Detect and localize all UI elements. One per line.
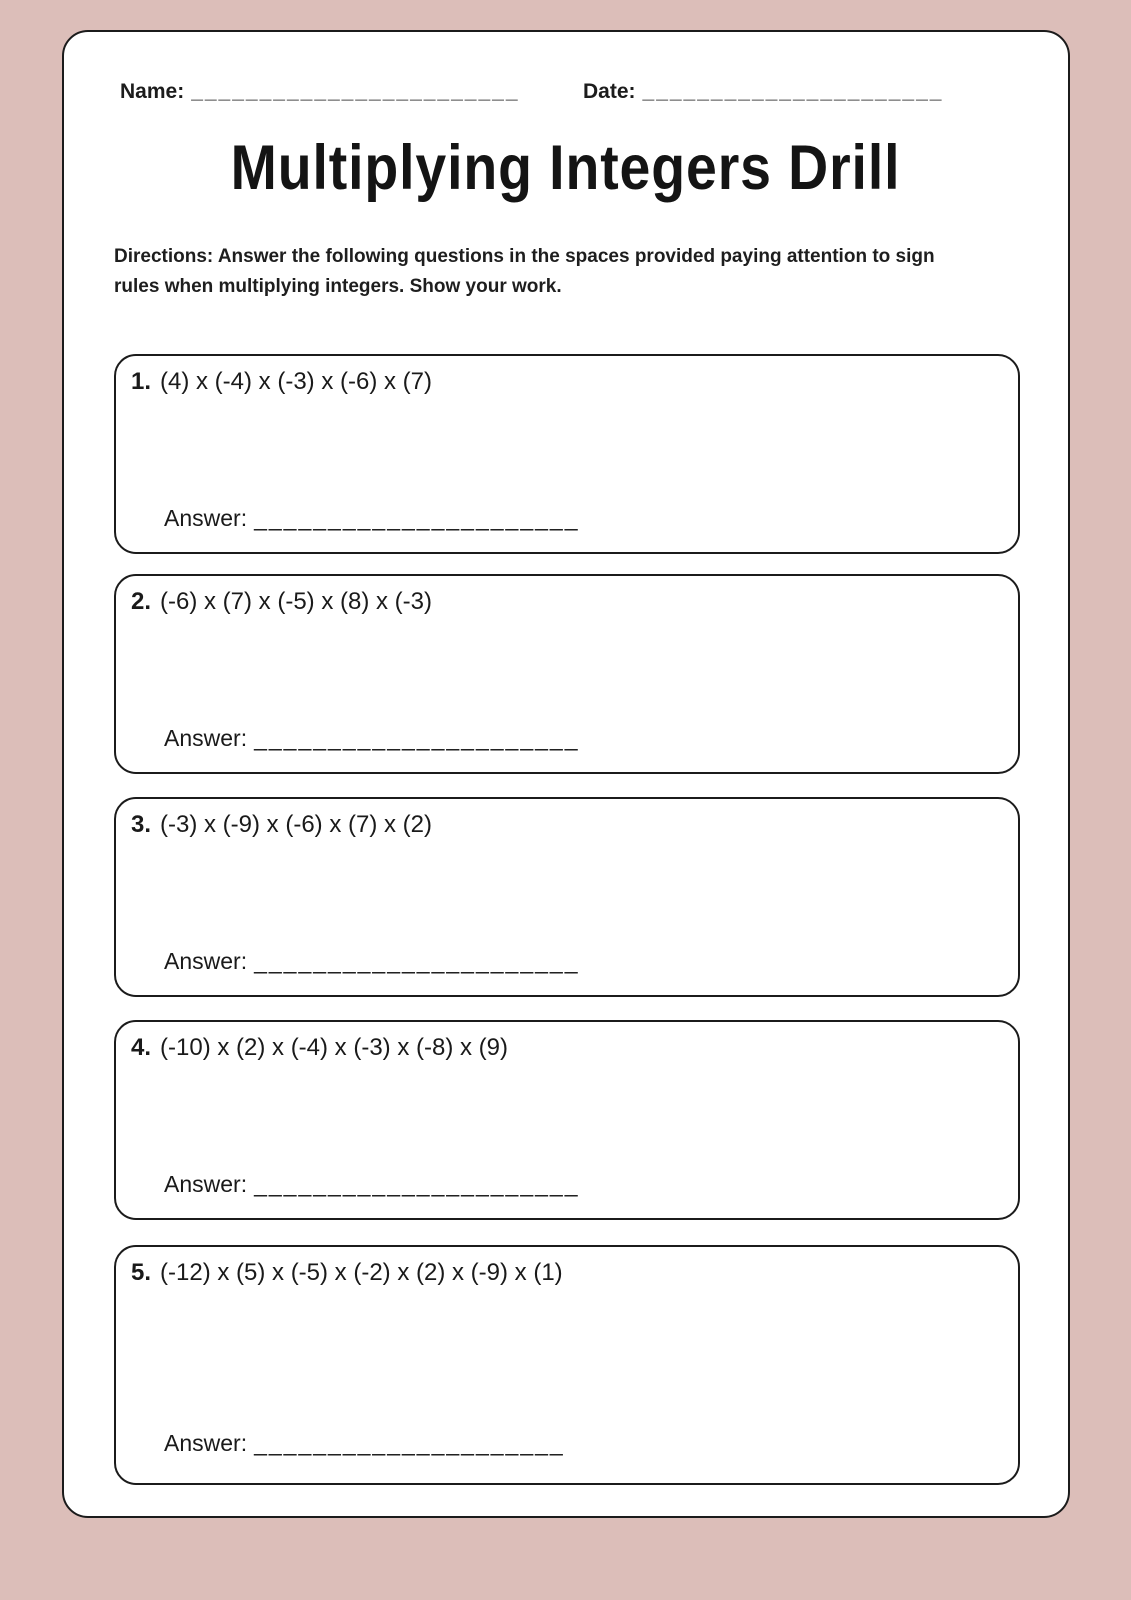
answer-blank-line[interactable]: ______________________ [254,725,580,751]
answer-row [164,505,580,532]
answer-row [164,725,580,752]
question-number: 4. [131,1034,152,1061]
answer-label: Answer: [164,725,248,751]
question-expression: (4) x (-4) x (-3) x (-6) x (7) [160,368,432,395]
question-number: 3. [131,811,152,838]
question-number: 2. [131,588,152,615]
name-field [120,80,520,104]
answer-row [164,1171,580,1198]
question-line [116,1022,1018,1062]
question-expression: (-3) x (-9) x (-6) x (7) x (2) [160,811,432,838]
question-box-1 [114,354,1020,554]
question-expression: (-10) x (2) x (-4) x (-3) x (-8) x (9) [160,1034,509,1061]
name-label: Name: [120,80,185,103]
question-box-5 [114,1245,1020,1485]
question-box-3 [114,797,1020,997]
question-box-2 [114,574,1020,774]
name-blank-line[interactable]: ________________________ [191,80,520,103]
directions-text: Directions: Answer the following questions in the spaces provided paying attention to sign rules when multiplying integers. Show your work. [114,246,935,298]
question-box-4 [114,1020,1020,1220]
answer-row [164,948,580,975]
page-title-wrap [64,132,1068,204]
question-line [116,576,1018,616]
date-blank-line[interactable]: ______________________ [642,80,944,103]
answer-blank-line[interactable]: _____________________ [254,1430,565,1456]
answer-label: Answer: [164,1171,248,1197]
page-title: Multiplying Integers Drill [231,133,901,203]
answer-blank-line[interactable]: ______________________ [254,948,580,974]
question-number: 1. [131,368,152,395]
question-line [116,799,1018,839]
answer-blank-line[interactable]: ______________________ [254,505,580,531]
question-line [116,1247,1018,1287]
date-field [583,80,943,104]
question-number: 5. [131,1259,152,1286]
answer-label: Answer: [164,948,248,974]
answer-blank-line[interactable]: ______________________ [254,1171,580,1197]
answer-row [164,1430,565,1457]
question-line [116,356,1018,396]
date-label: Date: [583,80,636,103]
worksheet-page [62,30,1070,1518]
answer-label: Answer: [164,1430,248,1456]
answer-label: Answer: [164,505,248,531]
question-expression: (-12) x (5) x (-5) x (-2) x (2) x (-9) x (1) [160,1259,563,1286]
question-expression: (-6) x (7) x (-5) x (8) x (-3) [160,588,432,615]
